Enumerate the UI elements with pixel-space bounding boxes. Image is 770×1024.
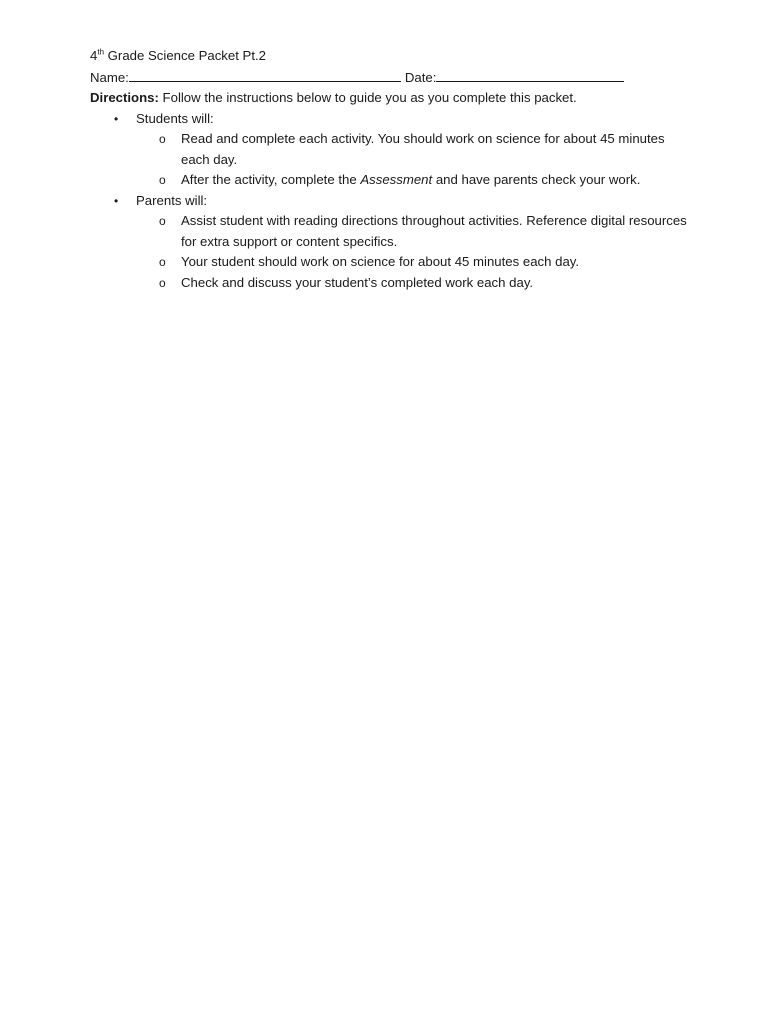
title-rest: Grade Science Packet Pt.2 [104, 48, 267, 63]
directions [90, 88, 690, 109]
item-text [181, 170, 690, 191]
group-label: Students will: [136, 110, 214, 126]
list-item [136, 129, 690, 170]
item-text: Check and discuss your student’s completed work each day. [181, 274, 534, 290]
item-emphasis: Assessment [360, 172, 433, 187]
circle-bullet-icon: o [159, 214, 166, 228]
instruction-groups [90, 109, 690, 294]
date-label: Date: [404, 69, 437, 85]
name-field[interactable] [129, 67, 401, 82]
title-number: 4 [90, 48, 98, 63]
list-item [136, 273, 690, 294]
date-field[interactable] [436, 67, 624, 82]
title-suffix: th [97, 47, 105, 57]
circle-bullet-icon: o [159, 173, 166, 187]
circle-bullet-icon: o [159, 255, 166, 269]
group-parents [90, 191, 690, 294]
packet-title [90, 46, 690, 67]
directions-text: Follow the instructions below to guide you as you complete this packet. [158, 90, 577, 105]
parents-items [136, 211, 690, 293]
item-text: Read and complete each activity. You should work on science for about 45 minutes each day. [181, 131, 665, 167]
bullet-icon: • [114, 193, 119, 208]
directions-label: Directions: [90, 90, 159, 105]
bullet-icon: • [114, 111, 119, 126]
item-text-before: After the activity, complete the [181, 172, 361, 187]
name-date-line [90, 67, 690, 89]
list-item [136, 170, 690, 191]
item-text: Your student should work on science for about 45 minutes each day. [181, 254, 580, 269]
circle-bullet-icon: o [159, 275, 166, 290]
item-text: Assist student with reading directions throughout activities. Reference digital resources for extra support or content specifics. [181, 213, 687, 249]
document-page [90, 46, 690, 293]
item-text-after: and have parents check your work. [432, 172, 641, 187]
group-students [90, 109, 690, 191]
list-item [136, 252, 690, 273]
circle-bullet-icon: o [159, 132, 166, 146]
list-item [136, 211, 690, 252]
group-label: Parents will: [136, 192, 208, 208]
students-items [136, 129, 690, 191]
name-label: Name: [90, 69, 129, 85]
